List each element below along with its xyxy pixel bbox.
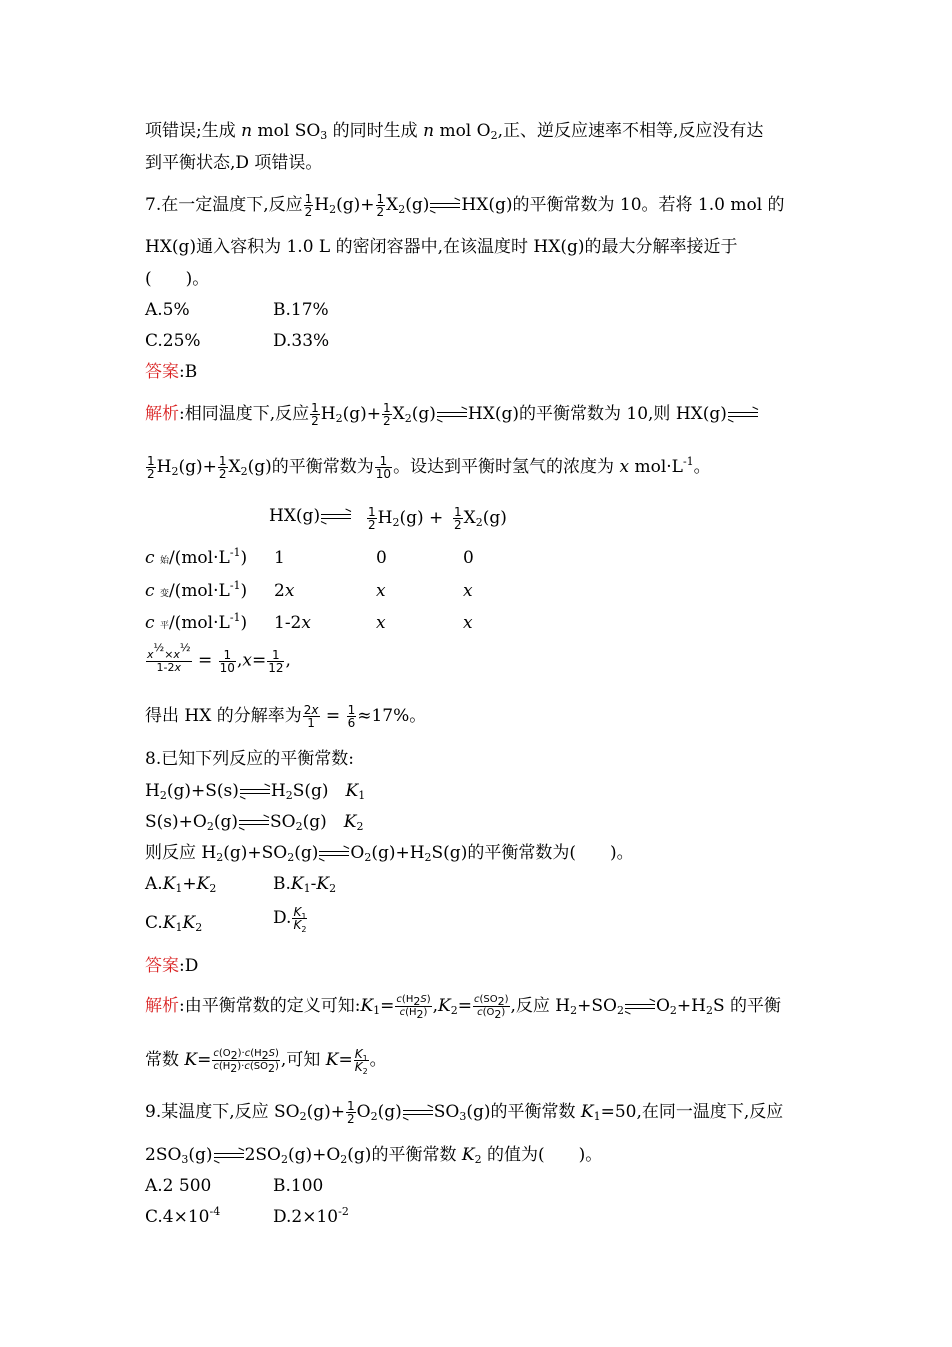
- prev-analysis-line-2: 到平衡状态,D 项错误。: [145, 153, 323, 173]
- q7-stem-line-2: HX(g)通入容积为 1.0 L 的密闭容器中,在该温度时 HX(g)的最大分解率接近于: [145, 237, 738, 257]
- table-cell: 0: [463, 548, 474, 568]
- q9-option-c: $C.4\times 10^{-4}$: [145, 1205, 221, 1227]
- table-cell: x: [463, 581, 473, 601]
- table-cell: x: [463, 613, 473, 633]
- equilibrium-arrow-icon: [319, 850, 349, 858]
- equilibrium-arrow-icon: [625, 1003, 655, 1011]
- q7-option-d: D.33%: [273, 331, 330, 351]
- q9-stem-line-1: 9.某温度下,反应 $SO_2(g)+$ $\frac{1}{2}$ $O_2(g)$ $SO_3(g)$的平衡常数 $K_1=50$,在同一温度下,反应: [145, 1099, 784, 1126]
- equilibrium-arrow-icon: [239, 819, 269, 827]
- q7-option-a: A.5%: [145, 300, 190, 320]
- table-header-x2: $\frac{1}{2}$ $X_2(g)$: [454, 505, 507, 532]
- q8-analysis-line-2: 常数 K= $\frac{c(O_2)\cdot c(H_2S)}{c(H_2)\cdot c(SO_2)}$ ,可知 K= $\frac{K_1}{K_2}$ 。: [145, 1047, 387, 1076]
- q9-option-a: A.2 500: [145, 1176, 212, 1196]
- equilibrium-arrow-icon: [430, 202, 460, 210]
- q7-analysis-line-1: 解析:相同温度下,反应 $\frac{1}{2}$ $H_2(g)+$ $\frac{1}{2}$ $X_2(g)$ HX(g)的平衡常数为 10,则 HX(g): [145, 402, 759, 427]
- q7-stem-line-3: ( )。: [145, 269, 210, 289]
- equilibrium-arrow-icon: [728, 411, 758, 419]
- q8-answer: 答案:D: [145, 956, 199, 976]
- q8-option-b: $B.K_1-K_2$: [273, 874, 337, 895]
- q8-option-d: D. $\frac{K_1}{K_2}$: [273, 905, 307, 934]
- prev-analysis-line-1: 项错误;生成 n mol $SO_3$ 的同时生成 n mol $O_2$,正、逆反应速率不相等,反应没有达: [145, 121, 764, 142]
- equilibrium-arrow-icon: [214, 1152, 244, 1160]
- table-cell: 0: [376, 548, 387, 568]
- q7-stem-line-1: 7.在一定温度下,反应 $\frac{1}{2}$ $H_2(g)+$ $\frac{1}{2}$ $X_2(g)$ HX(g)的平衡常数为 10。若将 1.0 mol 的: [145, 192, 785, 219]
- q7-option-b: B.17%: [273, 300, 329, 320]
- q8-stem: 8.已知下列反应的平衡常数:: [145, 749, 354, 769]
- equilibrium-arrow-icon: [437, 411, 467, 419]
- table-header-hx: HX(g): [269, 506, 352, 526]
- q9-option-b: B.100: [273, 1176, 324, 1196]
- q7-option-c: C.25%: [145, 331, 201, 351]
- table-row-label-equilibrium: c 平$/(mol\cdot L^{-1})$: [145, 611, 248, 633]
- table-cell: 1-2x: [274, 613, 311, 633]
- q8-reaction-2: $S(s)+O_2(g)$ $SO_2(g)$ $K_2$: [145, 812, 364, 833]
- q9-stem-line-2: $2SO_3(g)$ $2SO_2(g)+O_2(g)$的平衡常数 $K_2$ 的值为( )。: [145, 1145, 603, 1166]
- q7-answer: 答案:B: [145, 362, 198, 382]
- table-cell: 1: [274, 548, 285, 568]
- table-header-h2: $\frac{1}{2}$ $H_2(g)$ +: [368, 505, 444, 532]
- q7-analysis-line-2: $\frac{1}{2}$ $H_2(g)+$ $\frac{1}{2}$ $X_2(g)$的平衡常数为 $\frac{1}{10}$ 。设达到平衡时氢气的浓度为 x $mol\cdot L^{-1}$。: [147, 454, 711, 481]
- q8-option-a: $A.K_1+K_2$: [145, 874, 217, 895]
- table-row-label-initial: c 始$/(mol\cdot L^{-1})$: [145, 546, 248, 568]
- q8-option-c: $C.K_1K_2$: [145, 913, 203, 934]
- q7-equation: $\frac{x^{\frac{1}{2}}\times x^{\frac{1}{2}}}{1-2x}$ = $\frac{1}{10}$ ,x= $\frac{1}{12}$ ,: [147, 641, 291, 675]
- q8-ask: 则反应 $H_2(g)+SO_2(g)$ $O_2(g)+H_2S(g)$的平衡常数为( )。: [145, 843, 634, 864]
- table-cell: x: [376, 581, 386, 601]
- q8-analysis-line-1: 解析:由平衡常数的定义可知$:K_1=$ $\frac{c(H_2S)}{c(H_2)}$ $,K_2=$ $\frac{c(SO_2)}{c(O_2)}$ ,反应 $H_2+SO_2$ $O_2+H_2S$ 的平衡: [145, 994, 782, 1021]
- q8-reaction-1: $H_2(g)+S(s)$ $H_2S(g)$ $K_1$: [145, 781, 366, 802]
- equilibrium-arrow-icon: [240, 788, 270, 796]
- table-row-label-change: c 变$/(mol\cdot L^{-1})$: [145, 579, 248, 601]
- equilibrium-arrow-icon: [403, 1109, 433, 1117]
- table-cell: x: [376, 613, 386, 633]
- equilibrium-arrow-icon: [321, 513, 351, 521]
- q7-conclusion: 得出 HX 的分解率为 $\frac{2x}{1}$ = $\frac{1}{6}$ ≈17%。: [145, 703, 427, 730]
- table-cell: 2x: [274, 581, 295, 601]
- q9-option-d: $D.2\times 10^{-2}$: [273, 1205, 349, 1227]
